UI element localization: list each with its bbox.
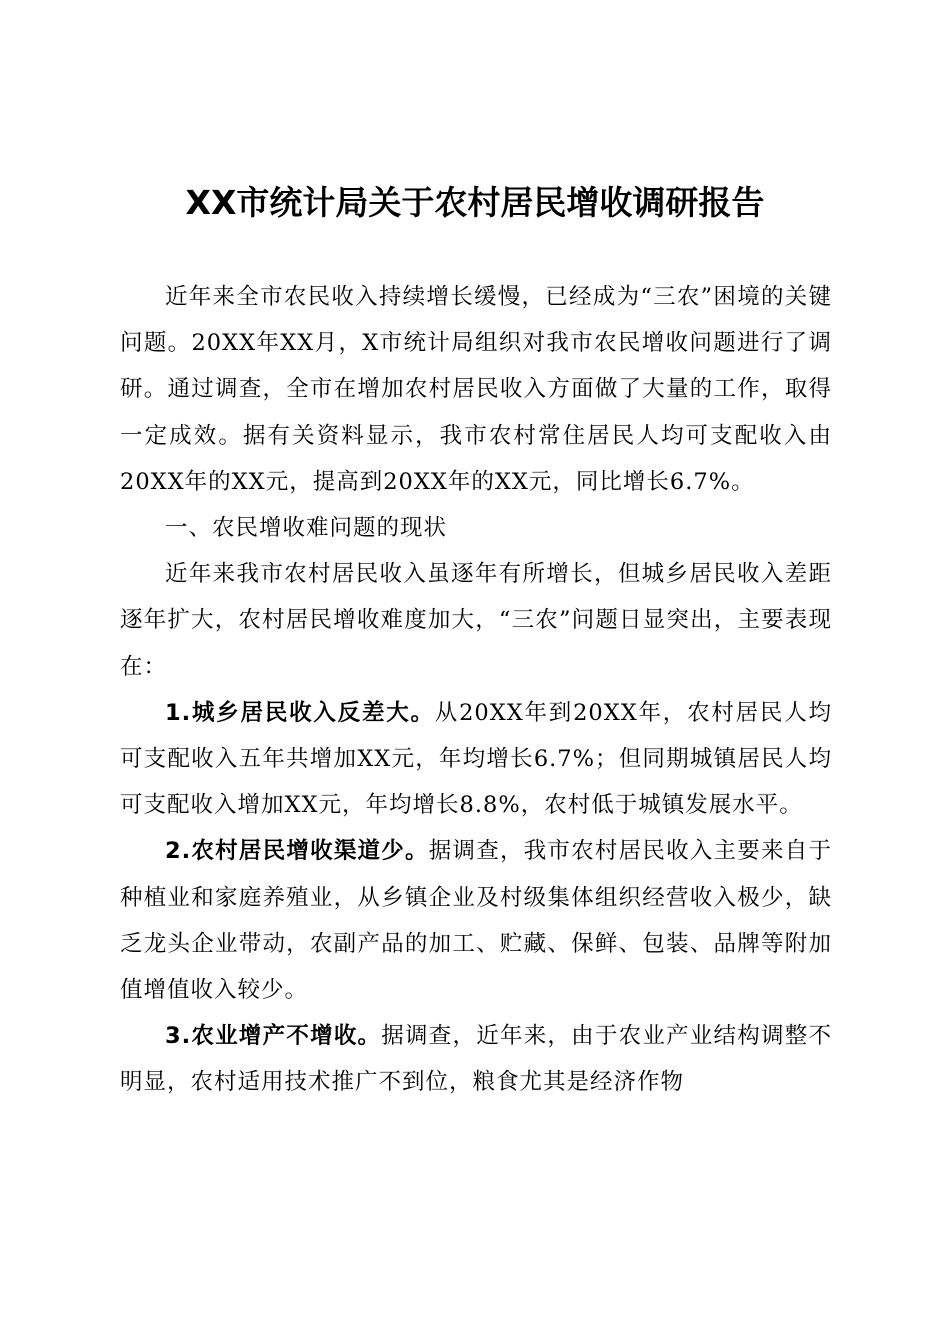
- section-heading: 一、农民增收难问题的现状: [165, 515, 448, 542]
- item-text-1: 从20XX年到20XX年，农村居民人均可支配收入五年共增加XX元，年均增长6.7%；但同期城镇居民人均可支配收入增加XX元，年均增长8.8%，农村低于城镇发展水平。: [120, 699, 832, 819]
- item-lead-1: 1.城乡居民收入反差大。: [165, 699, 435, 726]
- item-text-2: 据调查，我市农村居民收入主要来自于种植业和家庭养殖业，从乡镇企业及村级集体组织经营收入极少，缺乏龙头企业带动，农副产品的加工、贮藏、保鲜、包装、品牌等附加值增值收入较少。: [120, 838, 832, 1004]
- section-intro-paragraph: 近年来我市农村居民收入虽逐年有所增长，但城乡居民收入差距逐年扩大，农村居民增收难度加大，“三农”问题日显突出，主要表现在：: [120, 561, 832, 680]
- item-lead-2: 2.农村居民增收渠道少。: [165, 838, 429, 865]
- document-body: [120, 274, 832, 1106]
- item-paragraph-3: [120, 1013, 832, 1105]
- document-title: XX市统计局关于农村居民增收调研报告: [185, 183, 765, 222]
- item-paragraph-2: [120, 828, 832, 1013]
- item-lead-3: 3.农业增产不增收。: [165, 1023, 382, 1050]
- item-text-3: 据调查，近年来，由于农业产业结构调整不明显，农村适用技术推广不到位，粮食尤其是经济作物: [120, 1023, 832, 1096]
- intro-paragraph: 近年来全市农民收入持续增长缓慢，已经成为“三农”困境的关键问题。20XX年XX月，X市统计局组织对我市农民增收问题进行了调研。通过调查，全市在增加农村居民收入方面做了大量的工作，取得一定成效。据有关资料显示，我市农村常住居民人均可支配收入由20XX年的XX元，提高到20XX年的XX元，同比增长6.7%。: [120, 284, 832, 495]
- item-paragraph-1: [120, 690, 832, 829]
